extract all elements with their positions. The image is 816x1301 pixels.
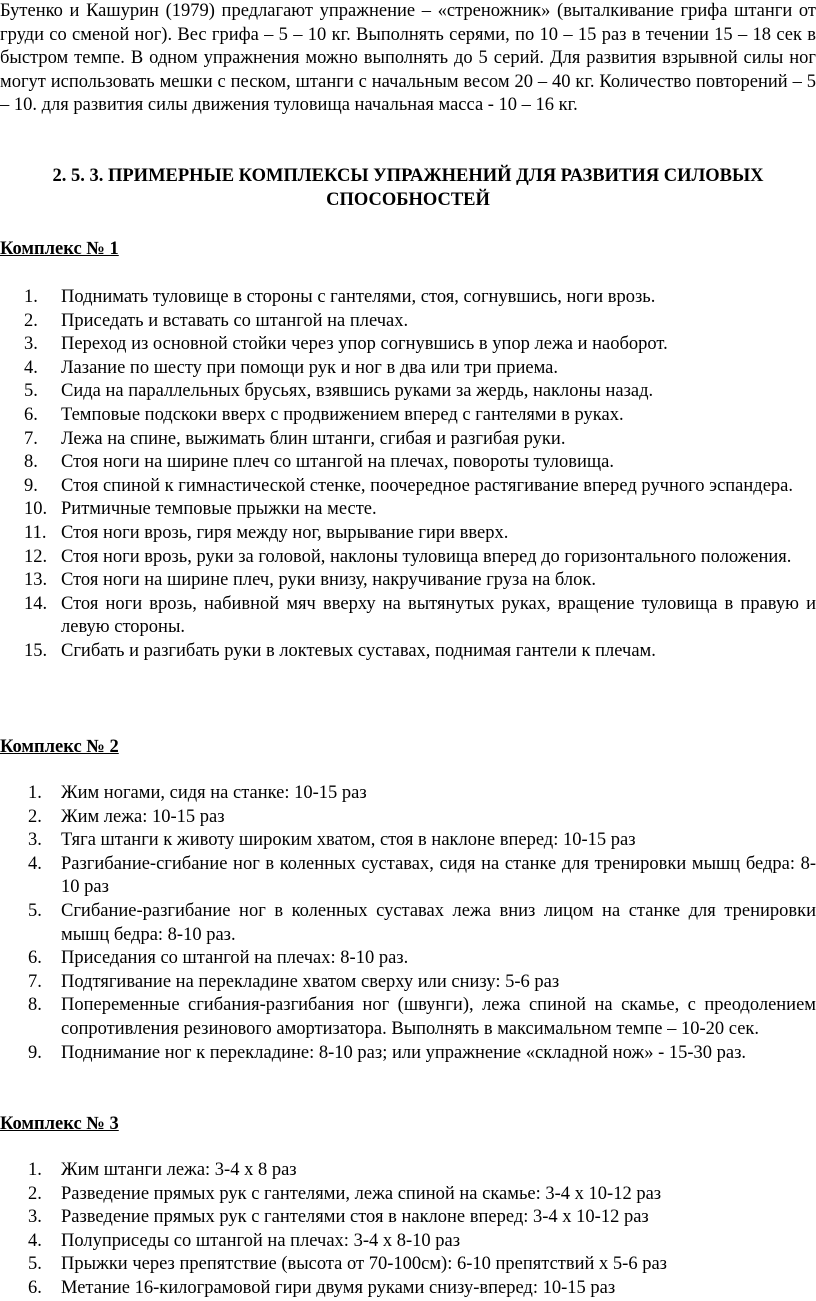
list-item-number: 13. <box>24 570 48 591</box>
list-item-text: Попеременные сгибания-разгибания ног (швунги), лежа спиной на скамье, с преодолением сопротивления резинового амортизатора. Выполнять в максимальном темпе – 10-20 сек. <box>61 995 816 1039</box>
list-item <box>0 475 816 499</box>
list-item <box>0 947 816 971</box>
list-item <box>0 1183 816 1207</box>
list-item <box>0 1042 816 1066</box>
list-item <box>0 806 816 830</box>
list-item <box>0 522 816 546</box>
list-item-number: 3. <box>28 830 42 851</box>
list-item-number: 3. <box>28 1207 42 1228</box>
list-item-text: Метание 16-килограмовой гири двумя руками снизу-вперед: 10-15 раз <box>61 1277 616 1298</box>
list-item-number: 2. <box>24 310 38 331</box>
list-item-number: 8. <box>28 995 42 1016</box>
list-item-text: Сида на параллельных брусьях, взявшись руками за жердь, наклоны назад. <box>61 381 654 402</box>
list-item-number: 6. <box>28 1277 42 1298</box>
list-item-number: 2. <box>28 806 42 827</box>
list-item-text: Разведение прямых рук с гантелями стоя в наклоне вперед: 3-4 х 10-12 раз <box>61 1207 649 1228</box>
list-item <box>0 546 816 570</box>
list-item <box>0 310 816 334</box>
list-item-text: Жим лежа: 10-15 раз <box>61 806 225 827</box>
list-item <box>0 286 816 310</box>
list-item-text: Лазание по шесту при помощи рук и ног в два или три приема. <box>61 357 559 378</box>
list-item <box>0 1277 816 1301</box>
list-item <box>0 1206 816 1230</box>
list-item <box>0 994 816 1041</box>
list-item-text: Лежа на спине, выжимать блин штанги, сгибая и разгибая руки. <box>61 428 566 449</box>
list-item-number: 5. <box>28 900 42 921</box>
list-item <box>0 1253 816 1277</box>
list-item-number: 5. <box>28 1254 42 1275</box>
list-item-text: Стоя ноги на ширине плеч, руки внизу, накручивание груза на блок. <box>61 570 596 591</box>
list-item-number: 2. <box>28 1183 42 1204</box>
complex-2-list <box>0 782 816 1065</box>
list-item-number: 9. <box>28 1042 42 1063</box>
list-item-text: Поднимание ног к перекладине: 8-10 раз; или упражнение «складной нож» - 15-30 раз. <box>61 1042 747 1063</box>
list-item-number: 4. <box>28 853 42 874</box>
list-item <box>0 971 816 995</box>
list-item-number: 15. <box>24 640 48 661</box>
list-item-text: Жим ногами, сидя на станке: 10-15 раз <box>61 783 367 803</box>
list-item <box>0 404 816 428</box>
list-item-text: Жим штанги лежа: 3-4 х 8 раз <box>61 1160 297 1180</box>
list-item-text: Стоя ноги врозь, руки за головой, наклоны туловища вперед до горизонтального положения. <box>61 546 792 567</box>
list-item <box>0 333 816 357</box>
list-item <box>0 1159 816 1183</box>
list-item-number: 7. <box>24 428 38 449</box>
list-item-number: 3. <box>24 334 38 355</box>
list-item-text: Ритмичные темповые прыжки на месте. <box>61 499 377 520</box>
list-item-number: 4. <box>28 1230 42 1251</box>
list-item-text: Полуприседы со штангой на плечах: 3-4 х 8-10 раз <box>61 1230 461 1251</box>
list-item-text: Стоя ноги врозь, набивной мяч вверху на вытянутых руках, вращение туловища в правую и левую стороны. <box>61 593 816 638</box>
list-item <box>0 782 816 806</box>
complex-1-title: Комплекс № 1 <box>0 239 119 259</box>
list-item <box>0 569 816 593</box>
list-item-text: Темповые подскоки вверх с продвижением вперед с гантелями в руках. <box>61 404 624 425</box>
list-item-number: 1. <box>28 1160 42 1180</box>
list-item <box>0 829 816 853</box>
list-item-text: Стоя спиной к гимнастической стенке, поочередное растягивание вперед ручного эспандера. <box>61 475 793 496</box>
list-item-number: 1. <box>28 783 42 803</box>
list-item-number: 14. <box>24 593 48 614</box>
list-item-text: Приседать и вставать со штангой на плечах. <box>61 310 409 331</box>
list-item <box>0 380 816 404</box>
list-item-text: Разведение прямых рук с гантелями, лежа спиной на скамье: 3-4 х 10-12 раз <box>61 1183 662 1204</box>
list-item-text: Прыжки через препятствие (высота от 70-100см): 6-10 препятствий х 5-6 раз <box>61 1254 667 1275</box>
list-item <box>0 593 816 640</box>
list-item-number: 7. <box>28 971 42 992</box>
intro-paragraph: Бутенко и Кашурин (1979) предлагают упражнение – «стреножник» (выталкивание грифа штанги от груди со сменой ног). Вес грифа – 5 – 10 кг. Выполнять серями, по 10 – 15 раз в течении 15 – 18 сек в быстром темпе. В одном упражнения можно выполнять до 5 серий. Для развития взрывной силы ног могут использовать мешки с песком, штанги с начальным весом 20 – 40 кг. Количество повторений – 5 – 10. для развития силы движения туловища начальная масса - 10 – 16 кг. <box>0 1 816 116</box>
list-item <box>0 640 816 664</box>
section-heading: 2. 5. 3. ПРИМЕРНЫЕ КОМПЛЕКСЫ УПРАЖНЕНИЙ ДЛЯ РАЗВИТИЯ СИЛОВЫХ СПОСОБНОСТЕЙ <box>52 166 764 210</box>
list-item-text: Приседания со штангой на плечах: 8-10 раз. <box>61 948 409 969</box>
list-item-number: 4. <box>24 357 38 378</box>
complex-2-title: Комплекс № 2 <box>0 737 119 757</box>
list-item <box>0 1230 816 1254</box>
list-item-number: 9. <box>24 475 38 496</box>
list-item <box>0 451 816 475</box>
list-item-number: 5. <box>24 381 38 402</box>
complex-3-title: Комплекс № 3 <box>0 1114 119 1134</box>
complex-1-list <box>0 286 816 664</box>
list-item-text: Сгибать и разгибать руки в локтевых суставах, поднимая гантели к плечам. <box>61 640 656 661</box>
list-item-number: 12. <box>24 546 48 567</box>
list-item <box>0 900 816 947</box>
list-item-number: 1. <box>24 287 38 307</box>
list-item-number: 8. <box>24 452 38 473</box>
list-item-text: Подтягивание на перекладине хватом сверху или снизу: 5-6 раз <box>61 971 560 992</box>
list-item <box>0 853 816 900</box>
list-item-text: Поднимать туловище в стороны с гантелями, стоя, согнувшись, ноги врозь. <box>61 287 656 307</box>
list-item-number: 6. <box>24 404 38 425</box>
list-item-text: Переход из основной стойки через упор согнувшись в упор лежа и наоборот. <box>61 334 668 355</box>
list-item <box>0 357 816 381</box>
list-item-text: Стоя ноги врозь, гиря между ног, вырывание гири вверх. <box>61 522 509 543</box>
complex-3-list <box>0 1159 816 1301</box>
list-item-number: 11. <box>24 522 47 543</box>
list-item <box>0 498 816 522</box>
list-item-number: 6. <box>28 948 42 969</box>
list-item-number: 10. <box>24 499 48 520</box>
list-item-text: Тяга штанги к животу широким хватом, стоя в наклоне вперед: 10-15 раз <box>61 830 636 851</box>
list-item-text: Разгибание-сгибание ног в коленных суставах, сидя на станке для тренировки мышц бедра: 8-10 раз <box>61 853 816 898</box>
list-item-text: Стоя ноги на ширине плеч со штангой на плечах, повороты туловища. <box>61 452 614 473</box>
list-item-text: Сгибание-разгибание ног в коленных суставах лежа вниз лицом на станке для тренировки мышц бедра: 8-10 раз. <box>61 900 816 945</box>
list-item <box>0 428 816 452</box>
